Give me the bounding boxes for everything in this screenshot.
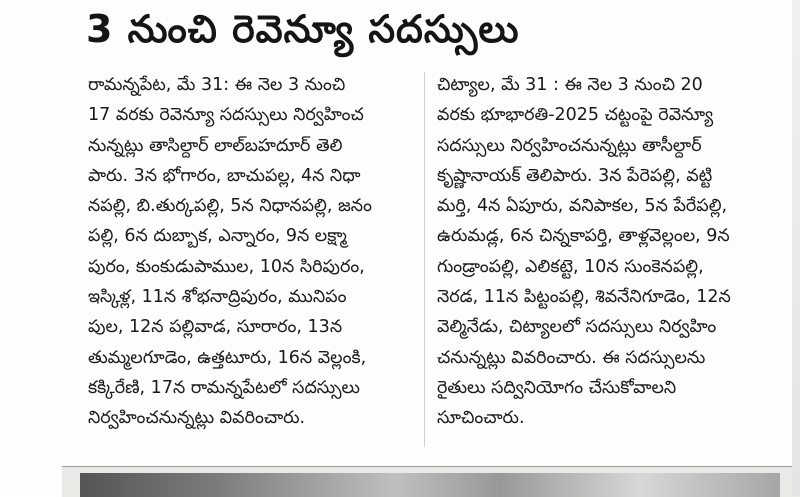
right-text-line: వెల్మినేడు, చిట్యాలలో సదస్సులు నిర్వహిం: [437, 317, 717, 338]
right-text-line: చనున్నట్లు వివరించారు. ఈ సదస్సులను: [437, 347, 706, 368]
right-text-line: సూచించారు.: [437, 408, 525, 429]
left-text-line: 17 వరకు రెవెన్యూ సదస్సులు నిర్వహించ: [88, 105, 364, 126]
left-text-line: పుల, 12న పల్లివాడ, సూరారం, 13న: [88, 317, 343, 338]
page-edge: [792, 0, 800, 496]
article-left-column: [88, 70, 414, 434]
cropped-photo: [80, 473, 780, 497]
right-text-line: వరకు భూభారతి-2025 చట్టంపై రెవెన్యూ: [437, 105, 714, 126]
left-text-line: నిర్వహించనున్నట్లు వివరించారు.: [88, 408, 306, 429]
right-text-line: సదస్సులు నిర్వహించనున్నట్లు తాసీల్దార్: [437, 135, 702, 156]
left-text-line: నున్నట్లు తాసిల్దార్ లాల్‌బహదూర్ తెలి: [88, 135, 343, 156]
right-text-line: గుండ్రాంపల్లి, ఎలికట్టె, 10న సుంకెనపల్లి,: [437, 256, 704, 277]
next-article-image-strip: [62, 466, 800, 497]
article-right-column: [437, 70, 779, 434]
right-text-line: నెరడ, 11న పిట్టంపల్లి, శివనేనిగూడెం, 12న: [437, 287, 731, 308]
right-text-line: కృష్ణానాయక్ తెలిపారు. 3న పేరెపల్లి, వట్టి: [437, 165, 713, 186]
left-text-line: తుమ్మలగూడెం, ఉత్తటూరు, 16న వెల్లంకి,: [88, 347, 367, 368]
left-text-line: రామన్నపేట, మే 31: ఈ నెల 3 నుంచి: [88, 75, 346, 95]
right-text-line: రైతులు సద్వినియోగం చేసుకోవాలని: [437, 377, 677, 398]
left-text-line: పురం, కుంకుడుపాముల, 10న సిరిపురం,: [88, 256, 365, 277]
left-text-line: పల్లి, 6న దుబ్బాక, ఎన్నారం, 9న లక్ష్మా: [88, 226, 347, 247]
right-text-line: ఉరుమడ్ల, 6న చిన్నకాపర్తి, తాళ్లవెల్లంల, 9న: [437, 226, 730, 247]
column-divider: [424, 72, 425, 447]
left-text-line: ఇస్కిళ్ల, 11న శోభనాద్రిపురం, మునిపం: [88, 287, 347, 308]
left-text-line: నపల్లి, బి.తుర్కపల్లి, 5న నిధానపల్లి, జనం: [88, 196, 372, 217]
left-text-line: కక్కిరేణి, 17న రామన్నపేటలో సదస్సులు: [88, 377, 360, 398]
right-text-line: చిట్యాల, మే 31 : ఈ నెల 3 నుంచి 20: [437, 75, 703, 95]
left-text-line: పారు. 3న భోగారం, బాచుపల్ల, 4న నిధా: [88, 165, 361, 186]
right-text-line: మర్తి, 4న ఏపూరు, వనిపాకల, 5న పేరేపల్లి,: [437, 196, 728, 217]
headline: 3 నుంచి రెవెన్యూ సదస్సులు: [86, 7, 520, 51]
